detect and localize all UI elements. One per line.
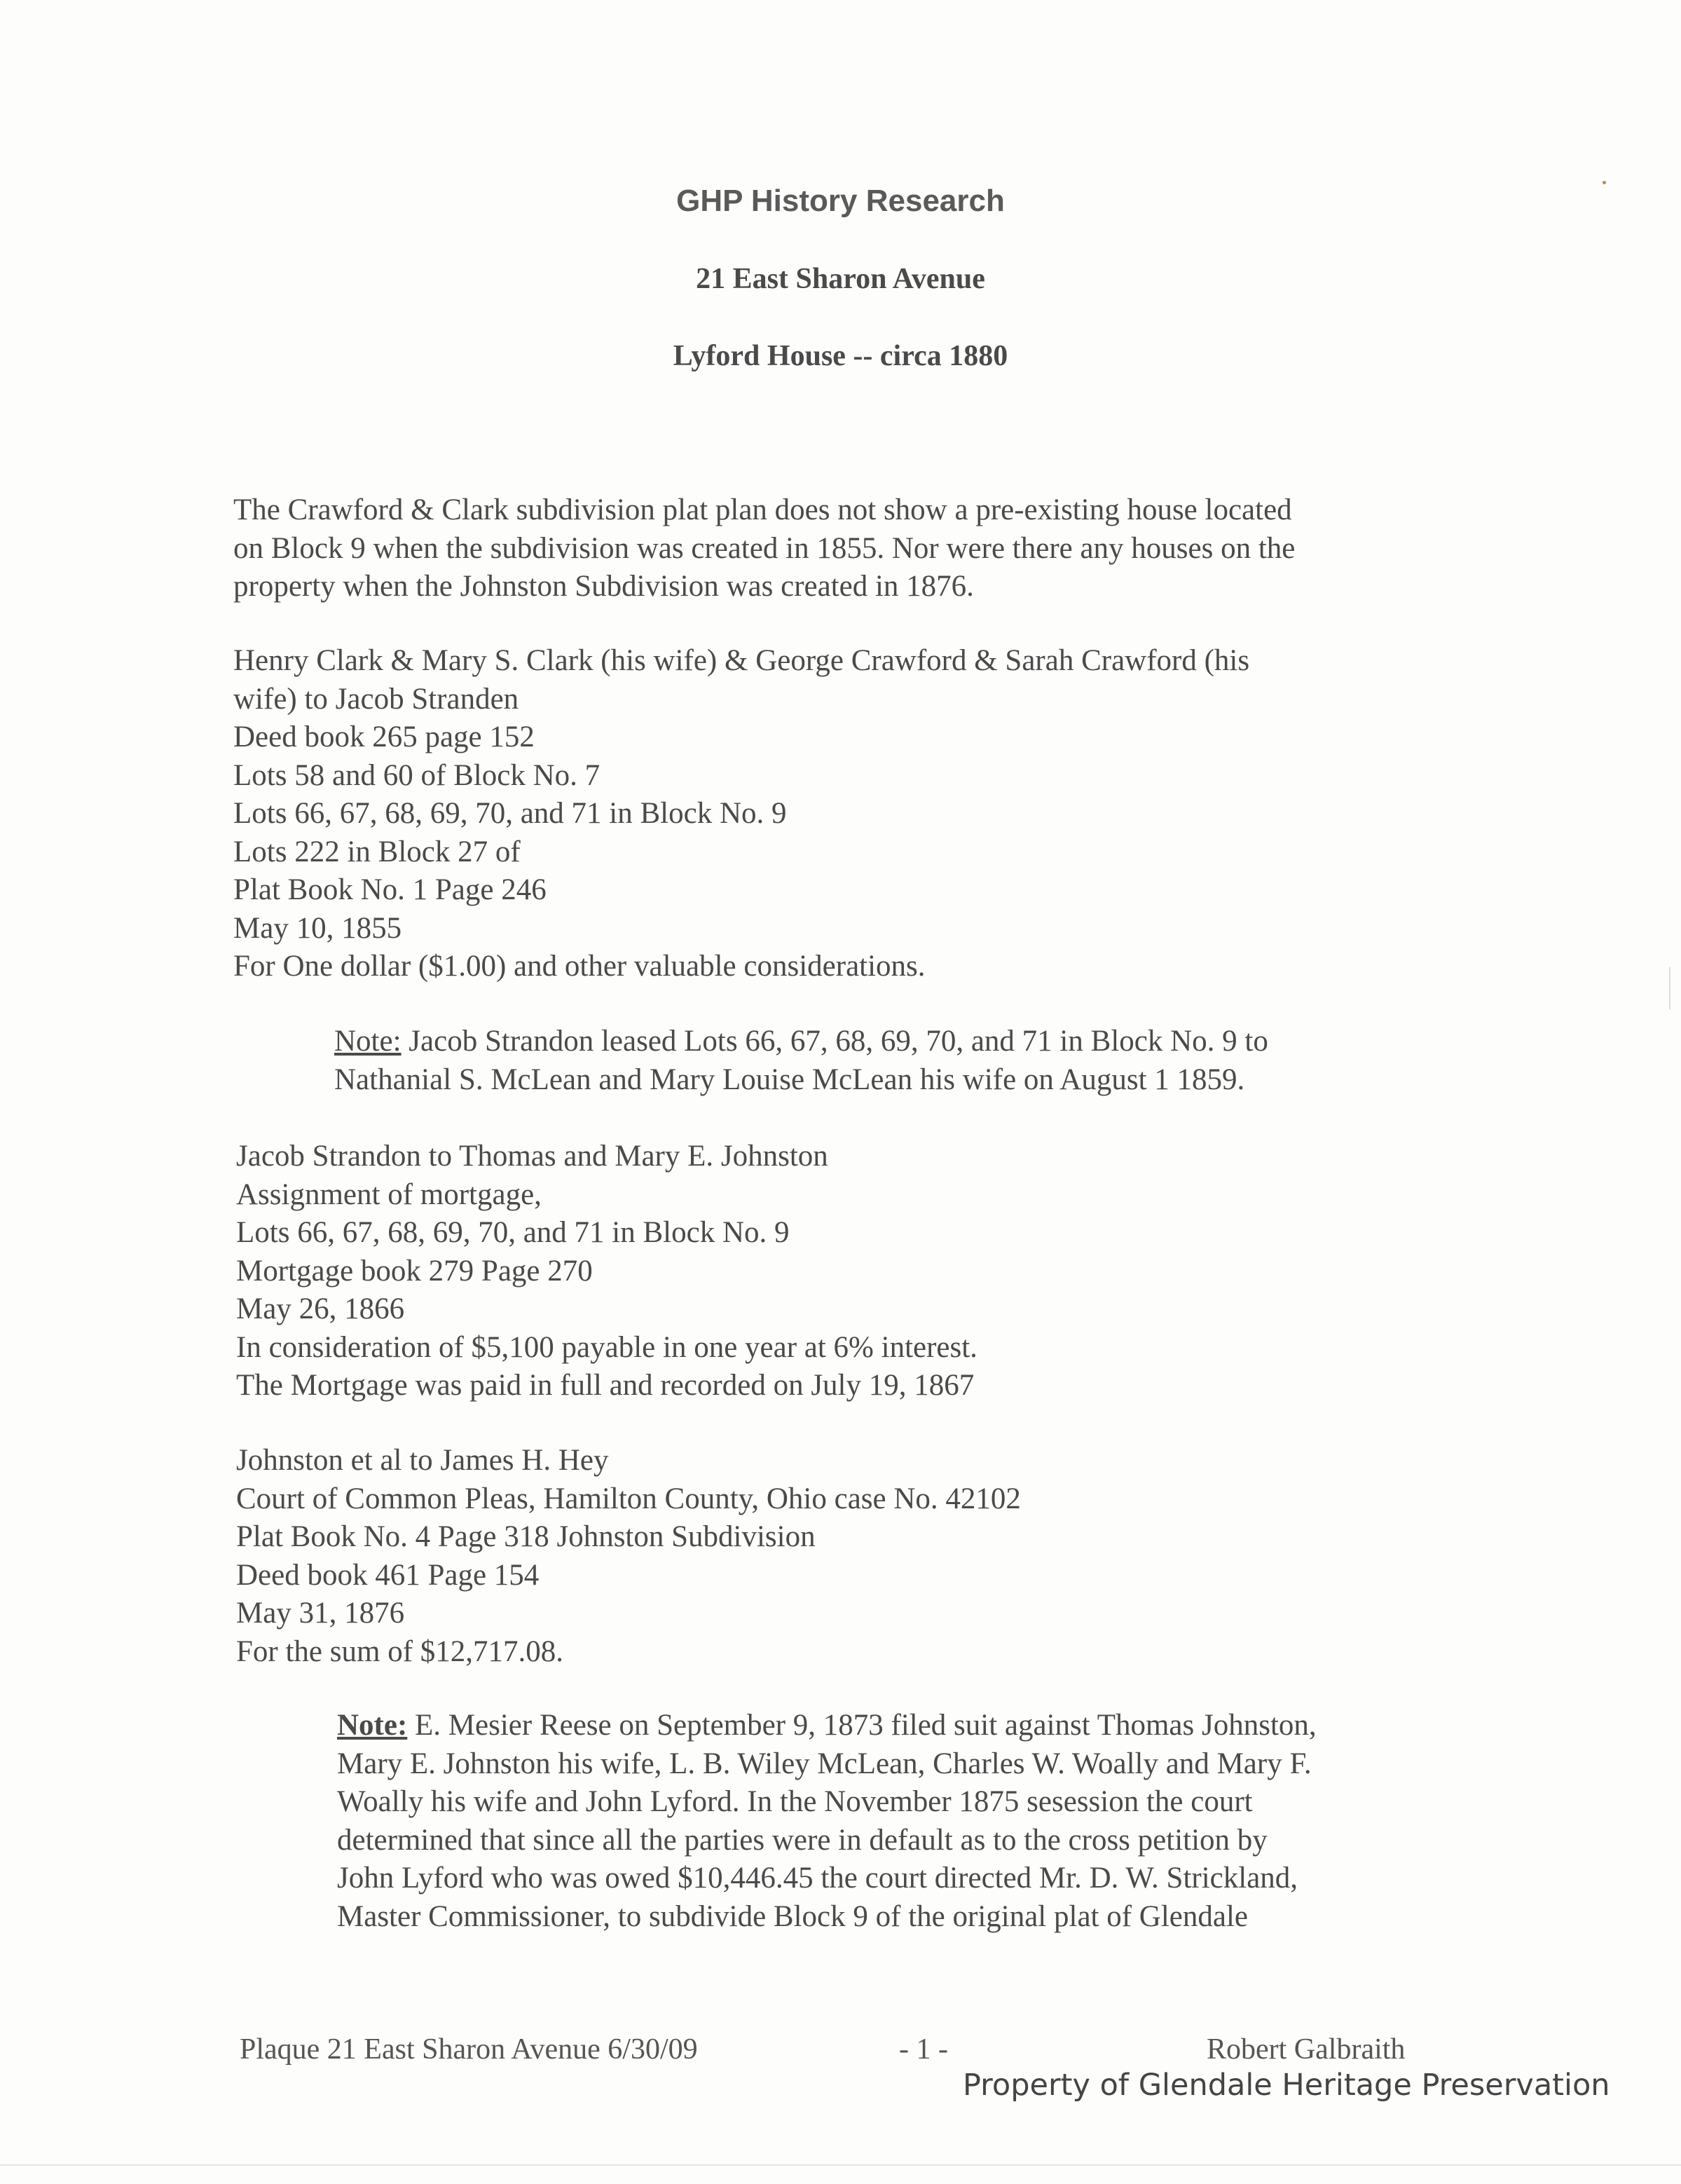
intro-line: on Block 9 when the subdivision was created in 1855. Nor were there any houses on the bbox=[233, 531, 1296, 565]
intro-line: property when the Johnston Subdivision was created in 1876. bbox=[233, 570, 974, 603]
note-line: Mary E. Johnston his wife, L. B. Wiley McLean, Charles W. Woally and Mary F. bbox=[337, 1747, 1312, 1780]
footer-page-number: - 1 - bbox=[899, 2033, 948, 2066]
record-line: Lots 58 and 60 of Block No. 7 bbox=[233, 758, 601, 792]
record-line: May 26, 1866 bbox=[236, 1292, 405, 1325]
note-text: Jacob Strandon leased Lots 66, 67, 68, 69, 70, and 71 in Block No. 9 to bbox=[401, 1025, 1268, 1058]
address-heading: 21 East Sharon Avenue bbox=[696, 263, 985, 295]
note-line: Woally his wife and John Lyford. In the November 1875 sesession the court bbox=[337, 1785, 1253, 1818]
record-line: Plat Book No. 1 Page 246 bbox=[233, 873, 547, 906]
record-line: Lots 66, 67, 68, 69, 70, and 71 in Block No. 9 bbox=[233, 797, 787, 830]
property-stamp: Property of Glendale Heritage Preservation bbox=[963, 2068, 1610, 2103]
scan-edge-mark bbox=[1669, 967, 1670, 1009]
note-line: Nathanial S. McLean and Mary Louise McLean his wife on August 1 1859. bbox=[334, 1063, 1245, 1096]
scan-bottom-edge bbox=[0, 2164, 1681, 2166]
record-line: Lots 66, 67, 68, 69, 70, and 71 in Block No. 9 bbox=[236, 1216, 790, 1249]
record-line: Johnston et al to James H. Hey bbox=[236, 1444, 609, 1477]
record-line: May 31, 1876 bbox=[236, 1597, 405, 1630]
intro-line: The Crawford & Clark subdivision plat plan does not show a pre-existing house located bbox=[233, 493, 1292, 526]
note-2 bbox=[337, 1707, 1317, 1936]
record-line: Mortgage book 279 Page 270 bbox=[236, 1254, 593, 1288]
court-record bbox=[236, 1442, 1021, 1671]
record-line: Jacob Strandon to Thomas and Mary E. Johnston bbox=[236, 1140, 828, 1173]
record-line: Deed book 265 page 152 bbox=[233, 721, 535, 753]
note-line: John Lyford who was owed $10,446.45 the court directed Mr. D. W. Strickland, bbox=[337, 1862, 1298, 1895]
record-line: Lots 222 in Block 27 of bbox=[233, 835, 521, 868]
record-line: For One dollar ($1.00) and other valuable considerations. bbox=[233, 950, 926, 983]
record-line: Court of Common Pleas, Hamilton County, Ohio case No. 42102 bbox=[236, 1482, 1021, 1515]
mortgage-record bbox=[236, 1138, 977, 1405]
document-title: GHP History Research bbox=[676, 184, 1005, 218]
record-line: May 10, 1855 bbox=[233, 911, 402, 945]
record-line: Deed book 461 Page 154 bbox=[236, 1558, 540, 1592]
note-line: determined that since all the parties were in default as to the cross petition by bbox=[337, 1823, 1268, 1857]
note-text: E. Mesier Reese on September 9, 1873 filed suit against Thomas Johnston, bbox=[407, 1709, 1317, 1742]
note-1 bbox=[334, 1023, 1268, 1099]
footer-plaque: Plaque 21 East Sharon Avenue 6/30/09 bbox=[240, 2033, 698, 2066]
record-line: Henry Clark & Mary S. Clark (his wife) & George Crawford & Sarah Crawford (his bbox=[233, 644, 1250, 677]
note-line: Master Commissioner, to subdivide Block 9 of the original plat of Glendale bbox=[337, 1899, 1248, 1933]
note-line bbox=[334, 1023, 1268, 1061]
intro-paragraph bbox=[233, 491, 1295, 606]
footer-author: Robert Galbraith bbox=[1207, 2033, 1406, 2066]
note-label: Note: bbox=[334, 1025, 402, 1058]
record-line: Assignment of mortgage, bbox=[236, 1178, 542, 1211]
record-line: Plat Book No. 4 Page 318 Johnston Subdivision bbox=[236, 1520, 816, 1553]
house-heading: Lyford House -- circa 1880 bbox=[673, 340, 1008, 372]
note-line bbox=[337, 1707, 1317, 1745]
record-line: wife) to Jacob Stranden bbox=[233, 682, 519, 716]
record-line: For the sum of $12,717.08. bbox=[236, 1634, 564, 1668]
record-line: In consideration of $5,100 payable in one year at 6% interest. bbox=[236, 1330, 977, 1364]
deed-record-1 bbox=[233, 642, 1249, 986]
note-label: Note: bbox=[337, 1709, 408, 1742]
record-line: The Mortgage was paid in full and recorded on July 19, 1867 bbox=[236, 1369, 975, 1402]
